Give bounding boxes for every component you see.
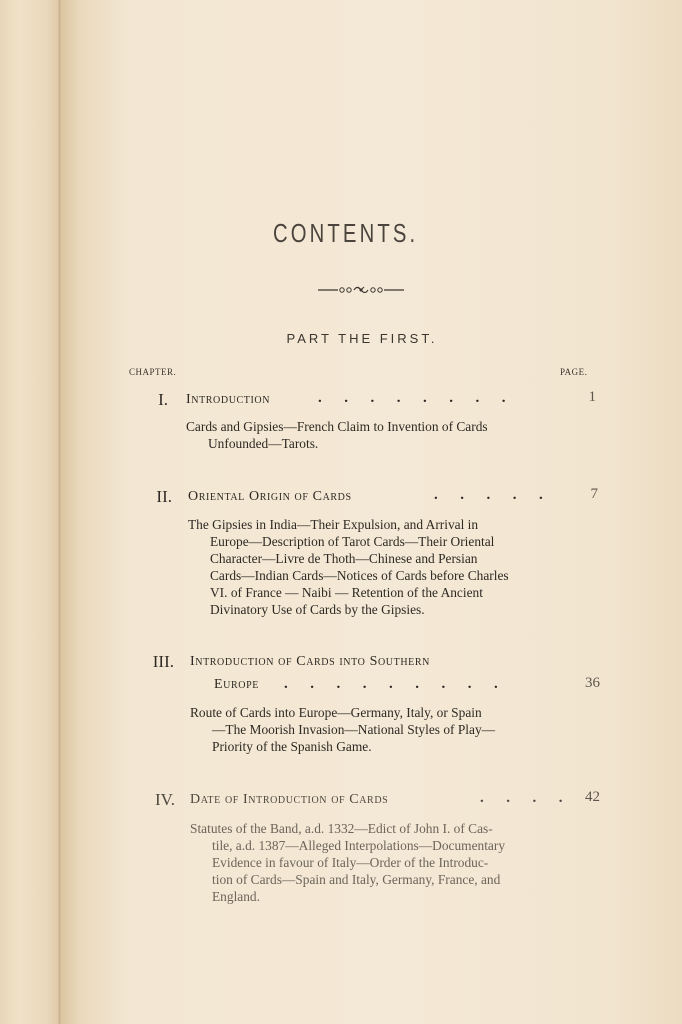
- chapter-heading: Oriental Origin of Cards: [188, 489, 352, 504]
- summary-line: tile, a.d. 1387—Alleged Interpolations—Documentary: [212, 838, 506, 853]
- summary-line: Character—Livre de Thoth—Chinese and Persian: [210, 551, 478, 566]
- summary-line: VI. of France — Naibi — Retention of the Ancient: [210, 585, 483, 600]
- page-number: 36: [585, 675, 600, 691]
- chapter-numeral: I.: [158, 390, 168, 409]
- chapter-column-label: CHAPTER.: [129, 367, 177, 377]
- page-number: 1: [588, 389, 596, 405]
- summary-line: —The Moorish Invasion—National Styles of Play—: [212, 722, 496, 737]
- summary-line: Cards and Gipsies—French Claim to Invention of Cards: [186, 419, 488, 434]
- part-heading: PART THE FIRST.: [286, 331, 438, 346]
- ornament-divider-icon: [318, 283, 404, 297]
- page-column-label: PAGE.: [560, 367, 588, 377]
- summary-line: England.: [212, 889, 260, 904]
- summary-line: Evidence in favour of Italy—Order of the Introduc-: [212, 855, 489, 870]
- chapter-heading: Introduction of Cards into Southern: [190, 654, 430, 669]
- summary-line: Route of Cards into Europe—Germany, Italy, or Spain: [190, 705, 482, 720]
- chapter-numeral: IV.: [155, 790, 175, 809]
- page-number: 42: [585, 789, 600, 805]
- summary-line: The Gipsies in India—Their Expulsion, and Arrival in: [188, 517, 479, 532]
- leader-dots: . . . . . . . . .: [284, 676, 498, 692]
- page-number: 7: [590, 486, 598, 502]
- chapter-heading-continued: Europe: [214, 677, 259, 692]
- summary-line: Divinatory Use of Cards by the Gipsies.: [210, 602, 425, 617]
- chapter-numeral: II.: [156, 487, 172, 506]
- summary-line: Statutes of the Band, a.d. 1332—Edict of John I. of Cas-: [190, 821, 493, 836]
- chapter-heading: Introduction: [186, 392, 271, 407]
- summary-line: Cards—Indian Cards—Notices of Cards before Charles: [210, 568, 509, 583]
- summary-line: Priority of the Spanish Game.: [212, 739, 372, 754]
- chapter-heading: Date of Introduction of Cards: [190, 792, 389, 807]
- chapter-summary: [186, 418, 488, 452]
- chapter-summary: [190, 820, 505, 905]
- summary-line: Unfounded—Tarots.: [208, 436, 319, 451]
- summary-line: Europe—Description of Tarot Cards—Their Oriental: [210, 534, 495, 549]
- leader-dots: . . . . .: [434, 487, 543, 503]
- leader-dots: . . . . . . . .: [318, 390, 506, 406]
- chapter-numeral: III.: [152, 652, 174, 671]
- chapter-summary: [190, 704, 495, 755]
- contents-title: CONTENTS.: [272, 218, 419, 248]
- book-gutter: [58, 0, 61, 1024]
- leader-dots: . . . .: [480, 790, 563, 806]
- summary-line: tion of Cards—Spain and Italy, Germany, France, and: [212, 872, 501, 887]
- chapter-summary: [188, 516, 509, 618]
